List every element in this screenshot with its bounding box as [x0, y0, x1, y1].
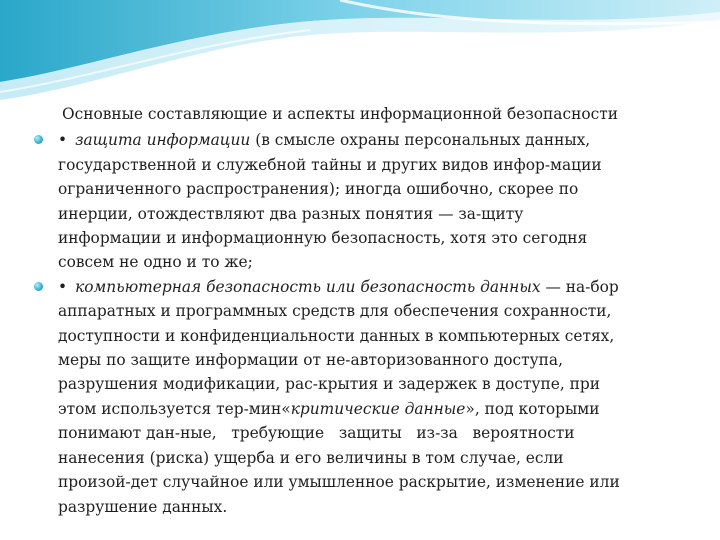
bullet-item-computer-security	[34, 275, 694, 519]
text-line: совсем не одно и то же;	[58, 253, 253, 272]
text-line: понимают дан-ные, требующие защиты из-за вероятности	[58, 424, 575, 443]
text-line	[58, 397, 694, 421]
text-line: ограниченного распространения); иногда ошибочно, скорее по	[58, 180, 579, 199]
text-line: информации и информационную безопасность, хотя это сегодня	[58, 229, 588, 248]
text-fragment: — на-бор	[540, 277, 619, 296]
term: критические данные	[290, 399, 466, 418]
bullet-icon	[34, 282, 43, 291]
text-line: разрушение данных.	[58, 497, 228, 516]
text-line	[58, 128, 694, 152]
text-line: государственной и служебной тайны и других видов инфор-мации	[58, 155, 602, 174]
term: защита информации	[75, 131, 251, 150]
header-wave-decoration	[0, 0, 720, 110]
bullet-icon	[34, 135, 43, 144]
text-line: меры по защите информации от не-авторизованного доступа,	[58, 351, 564, 370]
bullet-item-information-protection	[34, 128, 694, 274]
text-fragment: (в смысле охраны персональных данных,	[250, 131, 591, 150]
dot-marker: •	[58, 131, 68, 150]
slide-title: Основные составляющие и аспекты информационной безопасности	[62, 105, 619, 123]
slide-body	[34, 102, 694, 519]
text-line: аппаратных и программных средств для обеспечения сохранности,	[58, 302, 612, 321]
text-line	[58, 275, 694, 299]
text-line: произой-дет случайное или умышленное раскрытие, изменение или	[58, 473, 620, 492]
dot-marker: •	[58, 277, 68, 296]
text-line: доступности и конфиденциальности данных в компьютерных сетях,	[58, 326, 615, 345]
text-line: разрушения модификации, рас-крытия и задержек в доступе, при	[58, 375, 601, 394]
text-line: инерции, отождествляют два разных понятия — за-щиту	[58, 204, 524, 223]
term: компьютерная безопасность или безопасность данных	[75, 277, 541, 296]
text-fragment: этом используется тер-мин	[58, 399, 282, 418]
quote-mark: «	[281, 399, 291, 418]
text-line: нанесения (риска) ущерба и его величины в том случае, если	[58, 448, 564, 467]
text-fragment: », под которыми	[465, 399, 600, 418]
